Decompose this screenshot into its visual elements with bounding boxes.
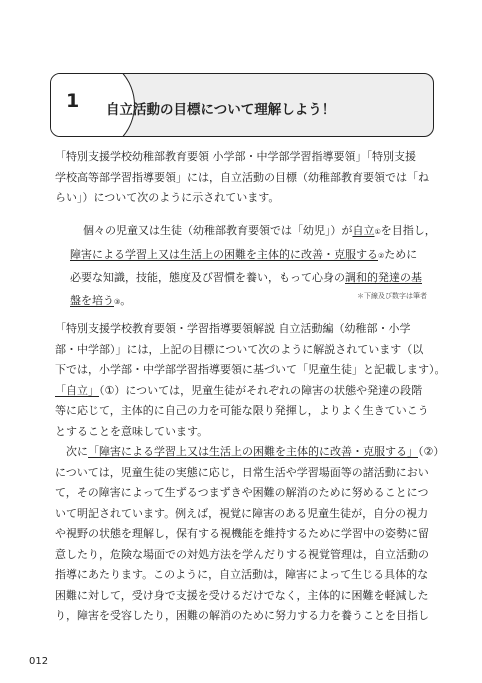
body-line: 指導にあたります。このように，自立活動は，障害によって生じる具体的な [55, 568, 429, 581]
section-number: 1 [66, 90, 80, 112]
body-line: 部・中学部）」には，上記の目標について次のように解説されています（以 [55, 342, 424, 356]
body-line: 「自立」（①）については，児童生徒がそれぞれの障害の状態や発達の段階 [55, 383, 423, 397]
quote-line: 個々の児童又は生徒（幼稚部教育要領では「幼児」）が自立①を目指し， [83, 224, 436, 237]
footnote: ＊下線及び数字は筆者 [357, 292, 427, 300]
body-line: や視野の状態を理解し，保有する視機能を維持するために学習中の姿勢に留 [55, 527, 429, 540]
section-title: 自立活動の目標について理解しよう！ [106, 102, 336, 118]
quote-line: 盤を培う③。 [70, 293, 132, 307]
body-line: 次に「障害による学習上又は生活上の困難を主体的に改善・克服する」（②） [66, 445, 445, 458]
page-number: 012 [29, 656, 49, 667]
body-line: 「特別支援学校教育要領・学習指導要領解説 自立活動編（幼稚部・小学 [55, 322, 411, 335]
body-line: 困難に対して，受け身で支援を受けるだけでなく，主体的に困難を軽減した [55, 588, 429, 602]
intro-text [55, 147, 429, 209]
body-line: 意したり，危険な場面での対処方法を学んだりする視覚管理は，自立活動の [55, 547, 429, 561]
body-line: て，その障害によって生ずるつまずきや困難の解消のために努めることにつ [55, 486, 429, 499]
body-line: 等に応じて，主体的に自己の力を可能な限り発揮し，よりよく生きていこう [55, 404, 429, 417]
intro-line: 学校高等部学習指導要領」には，自立活動の目標（幼稚部教育要領では「ね [55, 170, 429, 184]
body-line: とすることを意味しています。 [55, 424, 209, 438]
body-line: 下では，小学部・中学部学習指導要領に基づいて「児童生徒」と記載します）。 [55, 363, 446, 376]
body-text [55, 319, 446, 627]
body-line: り，障害を受容したり，困難の解消のために努力する力を養うことを目指し [55, 609, 429, 622]
quote-line: 障害による学習上又は生活上の困難を主体的に改善・克服する②ために [70, 247, 418, 261]
intro-line: 「特別支援学校幼稚部教育要領 小学部・中学部学習指導要領」「特別支援 [55, 150, 416, 163]
quote-line: 必要な知識，技能，態度及び習慣を養い，もって心身の調和的発達の基 [70, 271, 422, 284]
body-line: については，児童生徒の実態に応じ，日常生活や学習場面等の諸活動におい [55, 465, 429, 479]
intro-line: らい」）について次のように示されています。 [55, 191, 280, 204]
body-line: いて明記されています。例えば，視覚に障害のある児童生徒が，自分の視力 [55, 506, 429, 520]
